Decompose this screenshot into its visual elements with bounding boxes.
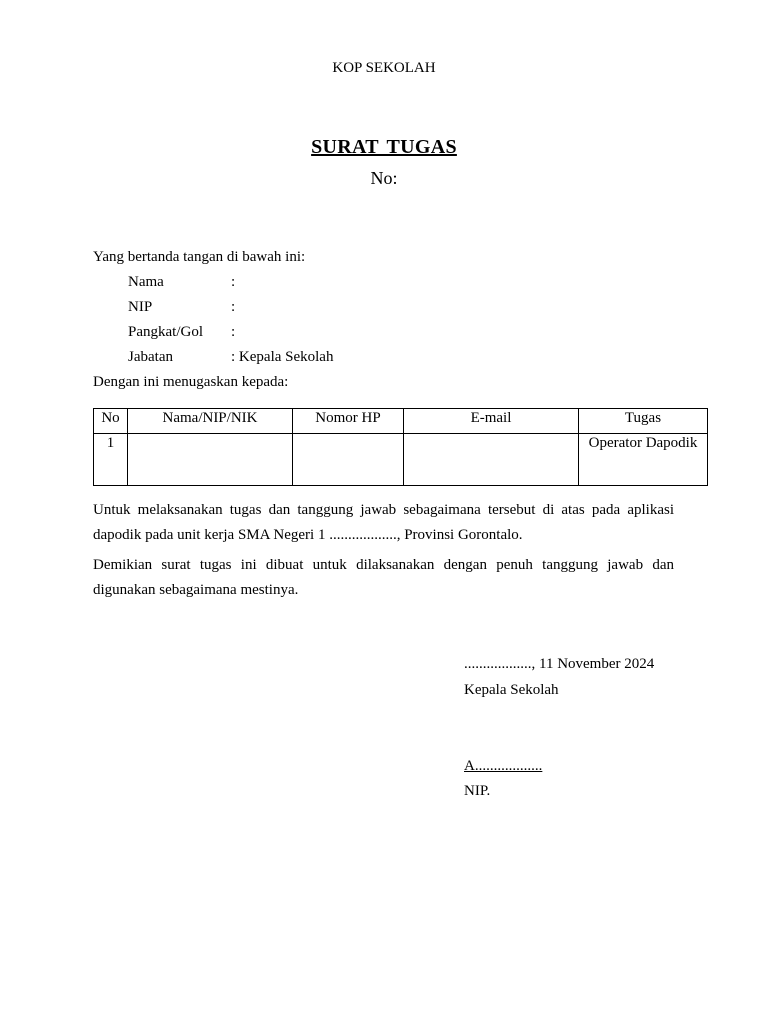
- field-label-nama: Nama: [128, 274, 164, 290]
- school-letterhead: KOP SEKOLAH: [332, 60, 436, 76]
- table-row: [94, 434, 708, 486]
- signature-name: A..................: [464, 758, 543, 774]
- cell-hp: [293, 434, 404, 486]
- task-paragraph-line-1: Untuk melaksanakan tugas dan tanggung jawab sebagaimana tersebut di atas pada aplikasi: [93, 502, 674, 518]
- field-value-nip: :: [231, 299, 236, 315]
- closing-paragraph-line-1: Demikian surat tugas ini dibuat untuk dilaksanakan dengan penuh tanggung jawab dan: [93, 557, 674, 573]
- cell-email: [404, 434, 579, 486]
- assign-intro: Dengan ini menugaskan kepada:: [93, 374, 289, 390]
- signature-nip: NIP.: [464, 783, 491, 799]
- header-email: E-mail: [404, 409, 579, 434]
- signature-position: Kepala Sekolah: [464, 682, 559, 698]
- field-value-pangkat: :: [231, 324, 236, 340]
- field-value-nama: :: [231, 274, 236, 290]
- task-paragraph-line-2: dapodik pada unit kerja SMA Negeri 1 .................., Provinsi Gorontalo.: [93, 527, 523, 543]
- signer-intro: Yang bertanda tangan di bawah ini:: [93, 249, 306, 265]
- header-no: No: [94, 409, 128, 434]
- closing-paragraph: [93, 553, 674, 603]
- header-nama: Nama/NIP/NIK: [128, 409, 293, 434]
- assignment-table: [93, 408, 708, 486]
- field-label-jabatan: Jabatan: [128, 349, 173, 365]
- signature-place-date: .................., 11 November 2024: [464, 656, 655, 672]
- cell-no: 1: [94, 434, 128, 486]
- header-hp: Nomor HP: [293, 409, 404, 434]
- cell-tugas: Operator Dapodik: [579, 434, 708, 486]
- task-paragraph: [93, 498, 674, 548]
- letter-number: No:: [370, 168, 398, 188]
- field-label-nip: NIP: [128, 299, 153, 315]
- table-header-row: [94, 409, 708, 434]
- cell-nama: [128, 434, 293, 486]
- field-label-pangkat: Pangkat/Gol: [128, 324, 203, 340]
- header-tugas: Tugas: [579, 409, 708, 434]
- letter-title: SURAT TUGAS: [311, 136, 457, 158]
- field-value-jabatan: : Kepala Sekolah: [231, 349, 334, 365]
- closing-paragraph-line-2: digunakan sebagaimana mestinya.: [93, 582, 299, 598]
